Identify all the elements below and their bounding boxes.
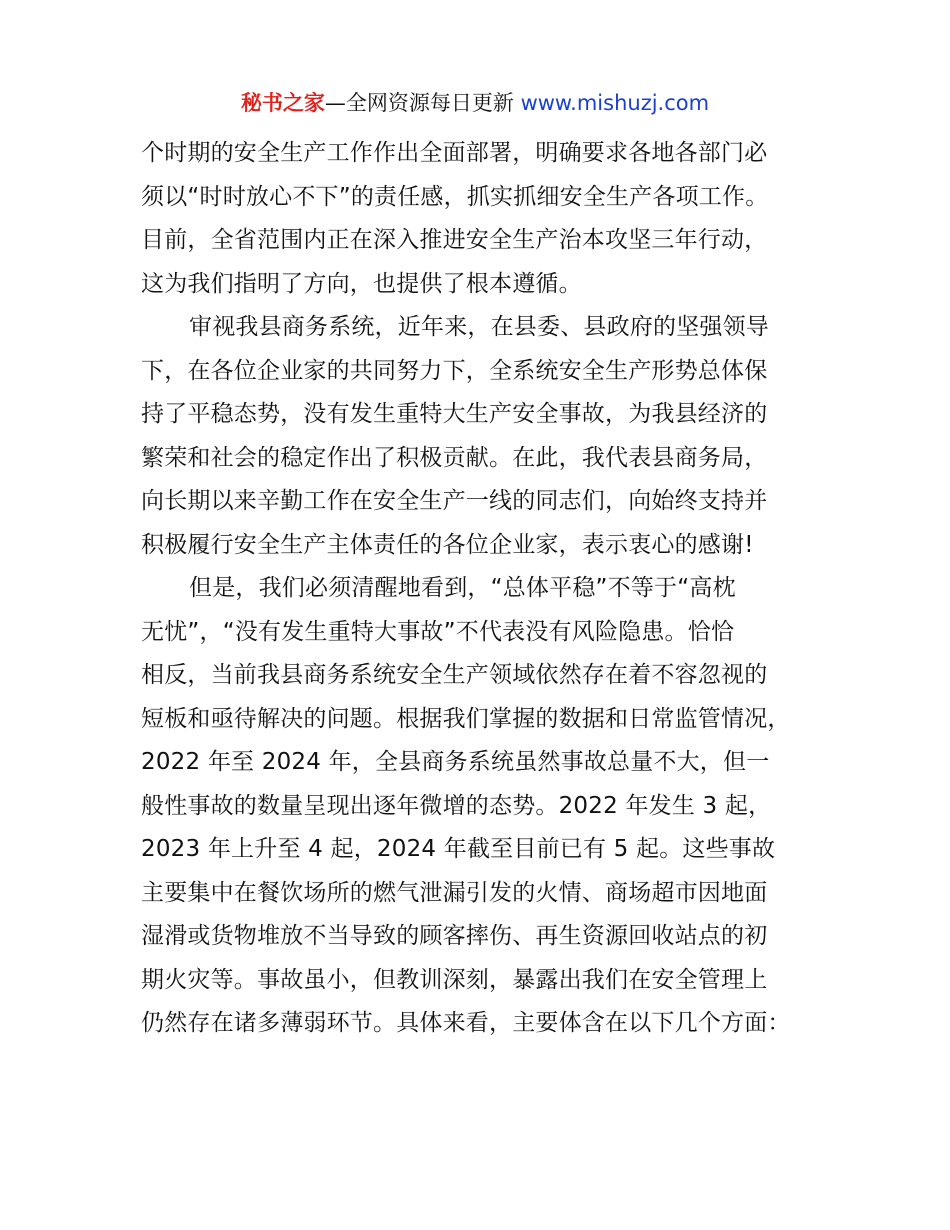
- text-line: 2023 年上升至 4 起，2024 年截至目前已有 5 起。这些事故: [141, 836, 776, 862]
- text-line: 2022 年至 2024 年，全县商务系统虽然事故总量不大，但一: [141, 749, 770, 775]
- text-line: 这为我们指明了方向，也提供了根本遵循。: [141, 270, 582, 297]
- document-body: [141, 132, 831, 1046]
- text-line: 须以“时时放心不下”的责任感，抓实抓细安全生产各项工作。: [141, 183, 769, 210]
- text-line: 湿滑或货物堆放不当导致的顾客摔伤、再生资源回收站点的初: [141, 923, 768, 949]
- text-line: 无忧”，“没有发生重特大事故”不代表没有风险隐患。恰恰: [141, 618, 735, 645]
- text-line: 短板和亟待解决的问题。根据我们掌握的数据和日常监管情况，: [141, 705, 791, 732]
- paragraph: [141, 132, 831, 306]
- site-url-link[interactable]: www.mishuzj.com: [520, 91, 710, 115]
- text-line: 个时期的安全生产工作作出全面部署，明确要求各地各部门必: [141, 140, 768, 166]
- text-line: 但是，我们必须清醒地看到，“总体平稳”不等于“高枕: [189, 575, 736, 601]
- text-line: 相反，当前我县商务系统安全生产领域依然存在着不容忽视的: [141, 662, 768, 688]
- text-line: 审视我县商务系统，近年来，在县委、县政府的坚强领导: [189, 314, 769, 340]
- paragraph: [141, 567, 831, 1046]
- text-line: 持了平稳态势，没有发生重特大生产安全事故，为我县经济的: [141, 401, 768, 427]
- text-line: 主要集中在餐饮场所的燃气泄漏引发的火情、商场超市因地面: [141, 879, 768, 906]
- text-line: 期火灾等。事故虽小，但教训深刻，暴露出我们在安全管理上: [141, 966, 768, 993]
- text-line: 向长期以来辛勤工作在安全生产一线的同志们，向始终支持并: [141, 488, 768, 514]
- header-tagline: —全网资源每日更新: [324, 91, 521, 115]
- paragraph: [141, 306, 831, 567]
- text-line: 般性事故的数量呈现出逐年微增的态势。2022 年发生 3 起，: [141, 792, 772, 819]
- text-line: 繁荣和社会的稳定作出了积极贡献。在此，我代表县商务局，: [141, 444, 768, 471]
- page-header: [0, 88, 950, 118]
- text-line: 下，在各位企业家的共同努力下，全系统安全生产形势总体保: [141, 357, 768, 384]
- brand-name: 秘书之家: [240, 91, 325, 115]
- text-line: 积极履行安全生产主体责任的各位企业家，表示衷心的感谢!: [141, 531, 754, 558]
- text-line: 仍然存在诸多薄弱环节。具体来看，主要体含在以下几个方面：: [141, 1010, 791, 1036]
- text-line: 目前，全省范围内正在深入推进安全生产治本攻坚三年行动，: [141, 227, 768, 253]
